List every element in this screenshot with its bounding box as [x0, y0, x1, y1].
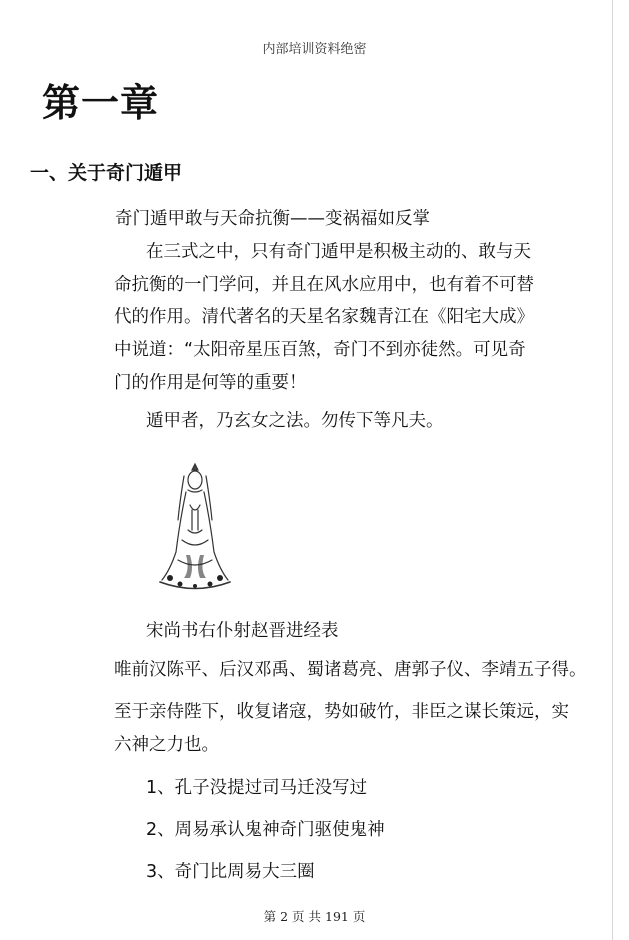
- paragraph-line: 中说道：“太阳帝星压百煞，奇门不到亦徒然。可见奇: [114, 340, 526, 360]
- list-item: 2、周易承认鬼神奇门驱使鬼神: [146, 820, 385, 840]
- page-header: 内部培训资料绝密: [262, 42, 367, 57]
- paragraph-line: 遁甲者，乃玄女之法。勿传下等凡夫。: [146, 411, 444, 431]
- page-footer: 第 2 页 共 191 页: [263, 909, 366, 924]
- paragraph-line: 命抗衡的一门学问，并且在风水应用中，也有着不可替: [114, 275, 534, 295]
- section-title: 一、关于奇门遁甲: [30, 162, 183, 184]
- chapter-title: 第一章: [42, 81, 160, 125]
- paragraph-line: 至于亲侍陛下，收复诸寇，势如破竹，非臣之谋长策远，实: [114, 702, 569, 722]
- paragraph-subtitle: 奇门遁甲敢与天命抗衡——变祸福如反掌: [115, 209, 430, 229]
- list-item: 1、孔子没提过司马迁没写过: [146, 778, 368, 798]
- paragraph-line: 宋尚书右仆射赵晋进经表: [146, 621, 339, 641]
- paragraph-line: 六神之力也。: [114, 735, 219, 755]
- page-edge-line: [612, 0, 613, 940]
- paragraph-line: 代的作用。清代著名的天星名家魏青江在《阳宅大成》: [114, 307, 534, 327]
- goddess-illustration: [150, 460, 240, 595]
- paragraph-line: 门的作用是何等的重要！: [114, 373, 307, 393]
- paragraph-line: 唯前汉陈平、后汉邓禹、蜀诸葛亮、唐郭子仪、李靖五子得。: [114, 660, 587, 680]
- list-item: 3、奇门比周易大三圈: [146, 862, 315, 882]
- paragraph-line: 在三式之中，只有奇门遁甲是积极主动的、敢与天: [146, 242, 531, 262]
